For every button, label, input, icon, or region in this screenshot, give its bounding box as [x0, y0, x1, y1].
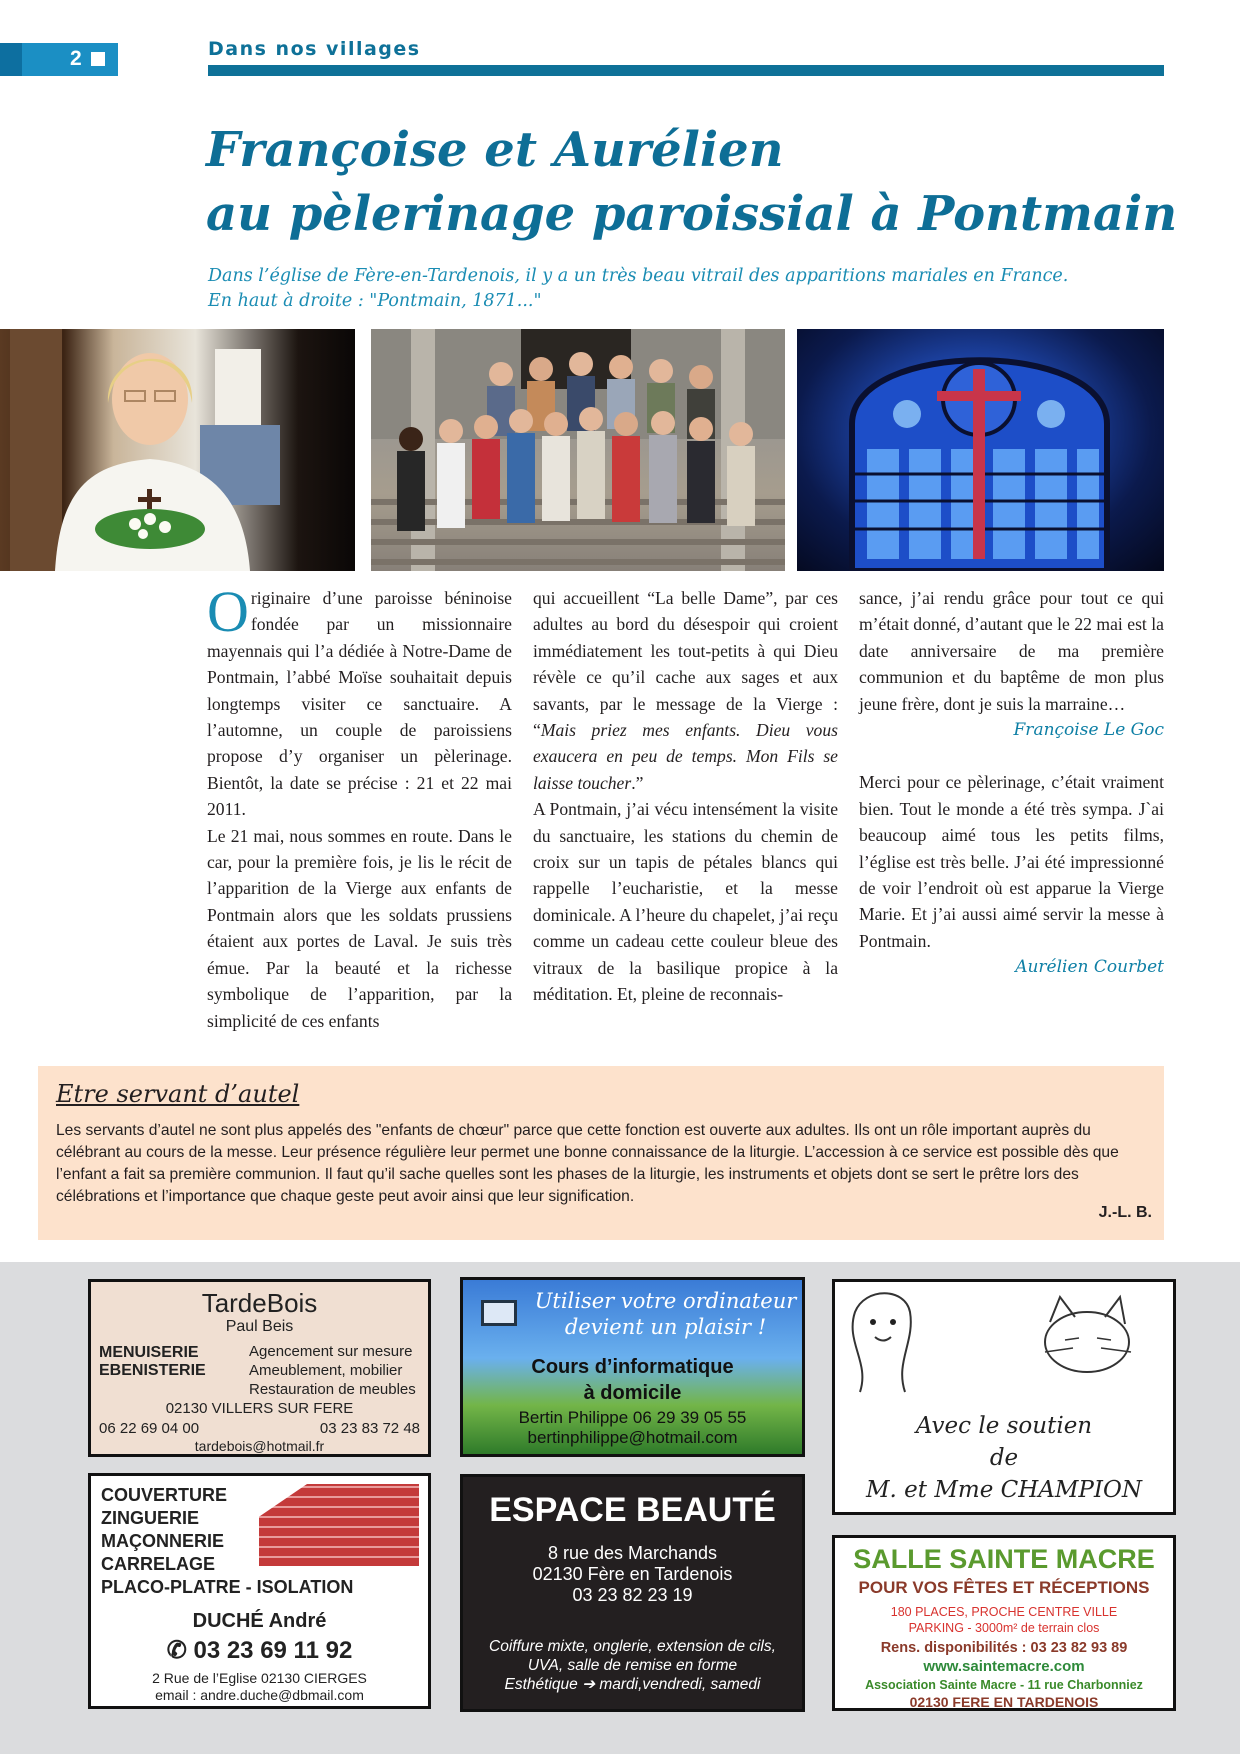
article-column-1 [207, 579, 512, 1034]
section-title: Dans nos villages [208, 38, 421, 60]
ad-service: Coiffure mixte, onglerie, extension de cils, [489, 1638, 776, 1655]
dog-cat-drawing [835, 1282, 1176, 1402]
ad-champion-line: M. et Mme CHAMPION [866, 1477, 1142, 1503]
ad-champion[interactable] [832, 1279, 1176, 1515]
sidebar-title: Etre servant d’autel [56, 1080, 300, 1108]
article-text: riginaire d’une paroisse béninoise fondée par un missionnaire mayennais qui l’a dédiée à Notre-Dame de Pontmain, l’abbé Moïse souhaitait depuis longtemps visiter ce sanctuaire. A l’automne, un couple de paroissiens propose d’y organiser un pèlerinage. Bientôt, la date se précise : 21 et 22 mai 2011. [207, 588, 512, 820]
article-paragraph: A Pontmain, j’ai vécu intensément la visite du sanctuaire, les stations du chemin de croix sur un tapis de pétales blancs qui rappelle l’eucharistie, et la messe dominicale. A l’heure du chapelet, j’ai reçu comme un cadeau cette couleur bleue des vitraux de la basilique propice à la méditation. Et, pleine de reconnais- [533, 799, 838, 1005]
ad-macre-city: 02130 FERE EN TARDENOIS [909, 1694, 1099, 1710]
ad-duche[interactable] [88, 1473, 431, 1709]
article-title-line2: au pèlerinage paroissial à Pontmain [206, 186, 1178, 242]
ad-phone: 03 23 82 23 19 [572, 1585, 693, 1605]
ad-macre-info [835, 1604, 1173, 1636]
article-paragraph: Le 21 mai, nous sommes en route. Dans le car, pour la première fois, je lis le récit de l’apparition de la Vierge aux enfants de Pontmain alors que les soldats prussiens étaient aux portes de Laval. Je suis très émue. Par la beauté et la richesse symbolique de l’apparition, par la simplicité de ces enfants [207, 825, 512, 1031]
ad-informatique-tagline [533, 1288, 798, 1340]
ad-tardebois-phone: 03 23 83 72 48 [319, 1420, 420, 1437]
ad-duche-address [91, 1670, 428, 1704]
page-number: 2 [70, 47, 82, 70]
quote-text: Mais priez mes enfants. Dieu vous exaucera en peu de temps. Mon Fils se laisse toucher [533, 720, 838, 793]
ad-tardebois-owner: Paul Beis [225, 1318, 294, 1335]
article-paragraph: sance, j’ai rendu grâce pour tout ce qui m’était donné, d’autant que le 22 mai est la date anniversaire de ma première communion et du baptême de mon plus jeune frère, dont je suis la marraine… [859, 588, 1164, 714]
ad-info: PARKING - 3000m² de terrain clos [908, 1621, 1100, 1635]
ad-service: Ameublement, mobilier [249, 1362, 403, 1379]
article-paragraph [207, 579, 512, 823]
article-subtitle [208, 264, 1208, 314]
ad-service: UVA, salle de remise en forme [527, 1657, 738, 1674]
ad-duche-trades [101, 1484, 353, 1599]
article-paragraph: Merci pour ce pèlerinage, c’était vraiment bien. Tout le monde a été très sympa. J`ai beaucoup aimé tous les petits films, l’église est très belle. J’ai été impressionné de voir l’endroit où est apparue la Vierge Marie. Et j’ai aussi aimé servir la messe à Pontmain. [859, 772, 1164, 951]
ad-macre-contact: Rens. disponibilités : 03 23 82 93 89 [880, 1640, 1128, 1656]
ad-contact-phone: Bertin Philippe 06 29 39 05 55 [518, 1408, 747, 1427]
ad-trade: MAÇONNERIE [101, 1531, 225, 1551]
ad-service: Esthétique ➔ mardi,vendredi, samedi [504, 1676, 761, 1693]
article-title [206, 118, 1206, 246]
ad-champion-text [835, 1410, 1173, 1506]
sidebar-text: Les servants d’autel ne sont plus appelés des "enfants de chœur" parce que cette fonction est ouverte aux adultes. Ils ont un rôle important auprès du célébrant au cours de la messe. Leur présence régulière leur permet une bonne connaissance de la liturgie. L’accession à ce service est possible dès que l’enfant a fait sa première communion. Il faut qu’il sache quelles sont les phases de la liturgie, les instruments et objets dont se sert le prêtre lors des célébrations et l’importance que chaque geste peut avoir ainsi que leur signification. [56, 1122, 1119, 1205]
article-column-3 [859, 585, 1164, 981]
ad-champion-line: de [989, 1445, 1019, 1471]
ad-service: Agencement sur mesure [249, 1343, 413, 1360]
ad-email[interactable]: email : andre.duche@dbmail.com [155, 1687, 364, 1703]
ad-tagline: devient un plaisir ! [564, 1315, 767, 1339]
ad-beaute-address [463, 1543, 802, 1606]
page-square-icon [91, 52, 105, 66]
subtitle-line2: En haut à droite : "Pontmain, 1871..." [208, 291, 542, 311]
computer-icon [481, 1300, 517, 1326]
ad-informatique-headline [463, 1354, 802, 1406]
ad-beaute-services [463, 1637, 802, 1694]
ad-info: 180 PLACES, PROCHE CENTRE VILLE [890, 1605, 1118, 1619]
ad-duche-owner: DUCHÉ André [192, 1610, 327, 1632]
ad-informatique[interactable] [460, 1277, 805, 1457]
ad-macre-name: SALLE SAINTE MACRE [853, 1544, 1155, 1574]
page-number-tab [0, 43, 118, 76]
ad-address: 2 Rue de l’Eglise 02130 CIERGES [152, 1670, 367, 1686]
ad-trade: CARRELAGE [101, 1554, 216, 1574]
stained-glass-illustration [797, 329, 1164, 571]
ad-macre-subtitle: POUR VOS FÊTES ET RÉCEPTIONS [858, 1578, 1150, 1597]
ad-contact-email[interactable]: bertinphilippe@hotmail.com [527, 1428, 738, 1447]
sidebar-box [38, 1066, 1164, 1240]
sidebar-signature: J.-L. B. [1098, 1204, 1152, 1221]
ad-tardebois[interactable] [88, 1279, 431, 1457]
article-paragraph [533, 585, 838, 796]
photo-stained-glass [797, 329, 1164, 571]
ad-tardebois-services [249, 1342, 429, 1399]
ad-tardebois-mobile: 06 22 69 04 00 [99, 1420, 200, 1437]
ad-macre-association: Association Sainte Macre - 11 rue Charbonniez [865, 1678, 1143, 1692]
signature-francoise: Françoise Le Goc [1013, 720, 1164, 741]
ad-address: 02130 Fère en Tardenois [532, 1564, 733, 1584]
ad-service: Restauration de meubles [249, 1381, 416, 1398]
ad-champion-line: Avec le soutien [915, 1413, 1093, 1439]
ad-trade: PLACO-PLATRE - ISOLATION [101, 1577, 354, 1597]
article-column-2 [533, 585, 838, 1008]
article-text: .” [631, 772, 644, 793]
drop-cap: O [207, 579, 249, 644]
ad-tagline: Utiliser votre ordinateur [534, 1289, 797, 1313]
ad-duche-phone: ✆ 03 23 69 11 92 [166, 1637, 353, 1664]
ad-tardebois-name: TardeBois [201, 1288, 318, 1318]
ad-headline: Cours d’informatique [531, 1356, 734, 1378]
ad-tardebois-email[interactable]: tardebois@hotmail.fr [194, 1438, 325, 1454]
signature-aurelien: Aurélien Courbet [1015, 957, 1164, 978]
photo-altar-girl [0, 329, 355, 571]
ad-salle-sainte-macre[interactable] [832, 1535, 1176, 1711]
ad-address: 8 rue des Marchands [547, 1543, 718, 1563]
ad-category: MENUISERIE [99, 1344, 199, 1361]
article-title-line1: Françoise et Aurélien [206, 122, 784, 178]
pilgrim-group-illustration [371, 329, 785, 571]
section-rule [208, 65, 1164, 76]
ad-espace-beaute[interactable] [460, 1474, 805, 1712]
ad-category: EBENISTERIE [99, 1362, 206, 1379]
ad-informatique-contact [463, 1408, 802, 1448]
article-text: qui accueillent “La belle Dame”, par ces adultes au bord du désespoir qui croient immédiatement les tout-petits à qui Dieu révèle ce qu’il cache aux sages et aux savants, par le message de la Vierge : “ [533, 588, 838, 741]
ad-trade: ZINGUERIE [101, 1508, 200, 1528]
ad-tardebois-city: 02130 VILLERS SUR FERE [165, 1400, 354, 1417]
photo-pilgrim-group [371, 329, 785, 571]
ad-tardebois-categories [99, 1344, 239, 1380]
altar-girl-illustration [0, 329, 355, 571]
ad-headline: à domicile [583, 1382, 682, 1404]
ad-beaute-name: ESPACE BEAUTÉ [489, 1491, 776, 1529]
subtitle-line1: Dans l’église de Fère-en-Tardenois, il y a un très beau vitrail des apparitions mariales en France. [208, 266, 1069, 286]
ad-trade: COUVERTURE [101, 1485, 228, 1505]
page-tab-accent [0, 43, 22, 76]
ad-macre-website[interactable]: www.saintemacre.com [923, 1658, 1085, 1675]
